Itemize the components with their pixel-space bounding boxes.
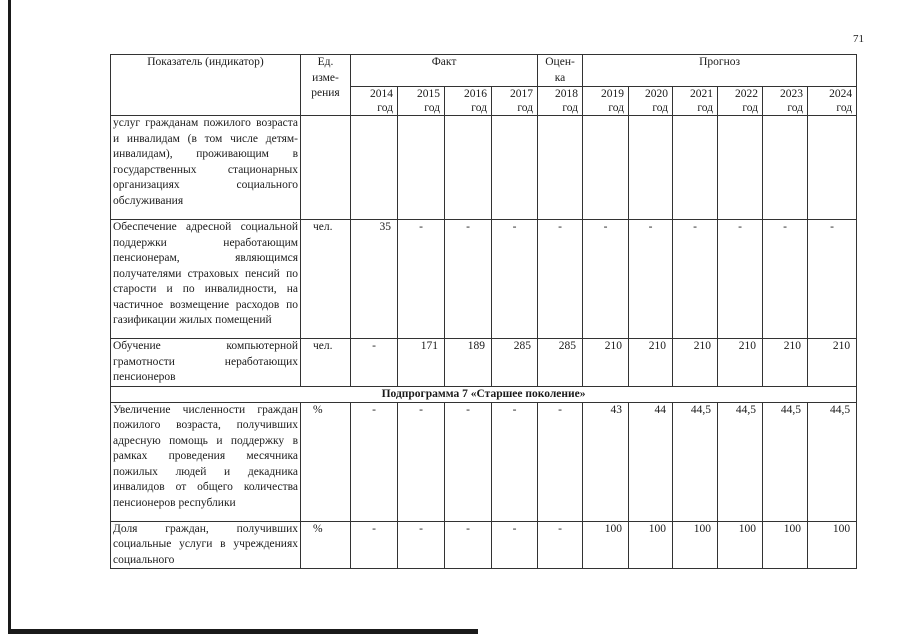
table-row — [111, 521, 857, 569]
subprogram-title: Подпрограмма 7 «Старшее поколение» — [111, 386, 857, 402]
value-cell: - — [583, 220, 629, 339]
header-year-2020: 2020 год — [629, 87, 673, 116]
unit-cell: % — [301, 402, 351, 521]
value-cell — [763, 116, 808, 220]
value-cell — [398, 116, 445, 220]
value-cell: - — [445, 220, 492, 339]
value-cell — [718, 116, 763, 220]
header-year-2024: 2024 год — [808, 87, 857, 116]
value-cell: - — [351, 339, 398, 387]
value-cell: 44,5 — [808, 402, 857, 521]
value-cell: 44,5 — [673, 402, 718, 521]
value-cell: 44 — [629, 402, 673, 521]
indicator-name: Увеличение численности граждан пожилого возраста, получивших адресную помощь и поддержку в рамках проведения месячника пожилых людей и декадника инвалидов от общего количества пенсионеров республики — [111, 402, 301, 521]
unit-cell: чел. — [301, 339, 351, 387]
indicator-name: Обучение компьютерной грамотности неработающих пенсионеров — [111, 339, 301, 387]
header-fact: Факт — [351, 55, 538, 87]
value-cell — [583, 116, 629, 220]
value-cell — [629, 116, 673, 220]
scan-edge-bottom — [8, 629, 478, 634]
value-cell: - — [808, 220, 857, 339]
value-cell: - — [538, 220, 583, 339]
value-cell: 100 — [808, 521, 857, 569]
page-number: 71 — [853, 33, 864, 45]
indicator-table — [110, 54, 857, 569]
value-cell: 44,5 — [763, 402, 808, 521]
value-cell: 285 — [538, 339, 583, 387]
value-cell: - — [492, 402, 538, 521]
value-cell: 171 — [398, 339, 445, 387]
header-year-2016: 2016 год — [445, 87, 492, 116]
header-year-2021: 2021 год — [673, 87, 718, 116]
value-cell: - — [629, 220, 673, 339]
header-year-2023: 2023 год — [763, 87, 808, 116]
table-row — [111, 339, 857, 387]
value-cell: - — [445, 402, 492, 521]
header-year-2014: 2014 год — [351, 87, 398, 116]
value-cell: 210 — [583, 339, 629, 387]
value-cell: 189 — [445, 339, 492, 387]
value-cell: - — [398, 521, 445, 569]
value-cell: 100 — [583, 521, 629, 569]
value-cell: 100 — [629, 521, 673, 569]
header-estimate: Оцен-ка — [538, 55, 583, 87]
value-cell: - — [398, 220, 445, 339]
unit-cell: чел. — [301, 220, 351, 339]
indicator-name: Обеспечение адресной социальной поддержки неработающим пенсионерам, являющимся получателями страховых пенсий по старости и по инвалидности, на частичное возмещение расходов по газификации жилых помещений — [111, 220, 301, 339]
value-cell — [351, 116, 398, 220]
header-year-2017: 2017 год — [492, 87, 538, 116]
value-cell: - — [538, 521, 583, 569]
value-cell: - — [538, 402, 583, 521]
value-cell: 210 — [763, 339, 808, 387]
unit-cell — [301, 116, 351, 220]
value-cell: - — [718, 220, 763, 339]
subprogram-row — [111, 386, 857, 402]
value-cell: 210 — [808, 339, 857, 387]
value-cell: - — [673, 220, 718, 339]
header-row-1 — [111, 55, 857, 87]
table-row — [111, 402, 857, 521]
header-indicator: Показатель (индикатор) — [111, 55, 301, 116]
indicator-name: Доля граждан, получивших социальные услуги в учреждениях социального — [111, 521, 301, 569]
value-cell — [538, 116, 583, 220]
value-cell — [673, 116, 718, 220]
value-cell — [445, 116, 492, 220]
header-year-2018: 2018 год — [538, 87, 583, 116]
value-cell: 100 — [673, 521, 718, 569]
header-year-2019: 2019 год — [583, 87, 629, 116]
value-cell: 210 — [673, 339, 718, 387]
value-cell: 285 — [492, 339, 538, 387]
value-cell: - — [763, 220, 808, 339]
unit-cell: % — [301, 521, 351, 569]
header-year-2022: 2022 год — [718, 87, 763, 116]
value-cell: - — [445, 521, 492, 569]
value-cell: - — [351, 402, 398, 521]
value-cell: - — [398, 402, 445, 521]
scan-edge-left — [8, 0, 11, 632]
value-cell — [808, 116, 857, 220]
value-cell: 210 — [718, 339, 763, 387]
table-row — [111, 220, 857, 339]
header-unit: Ед. изме-рения — [301, 55, 351, 116]
value-cell — [492, 116, 538, 220]
header-year-2015: 2015 год — [398, 87, 445, 116]
value-cell: 100 — [718, 521, 763, 569]
indicator-name: услуг гражданам пожилого возраста и инвалидам (в том числе детям-инвалидам), проживающим в государственных стационарных организациях социального обслуживания — [111, 116, 301, 220]
value-cell: 35 — [351, 220, 398, 339]
value-cell: 43 — [583, 402, 629, 521]
value-cell: 100 — [763, 521, 808, 569]
value-cell: - — [492, 521, 538, 569]
header-forecast: Прогноз — [583, 55, 857, 87]
table-row — [111, 116, 857, 220]
value-cell: - — [351, 521, 398, 569]
value-cell: 210 — [629, 339, 673, 387]
value-cell: 44,5 — [718, 402, 763, 521]
value-cell: - — [492, 220, 538, 339]
